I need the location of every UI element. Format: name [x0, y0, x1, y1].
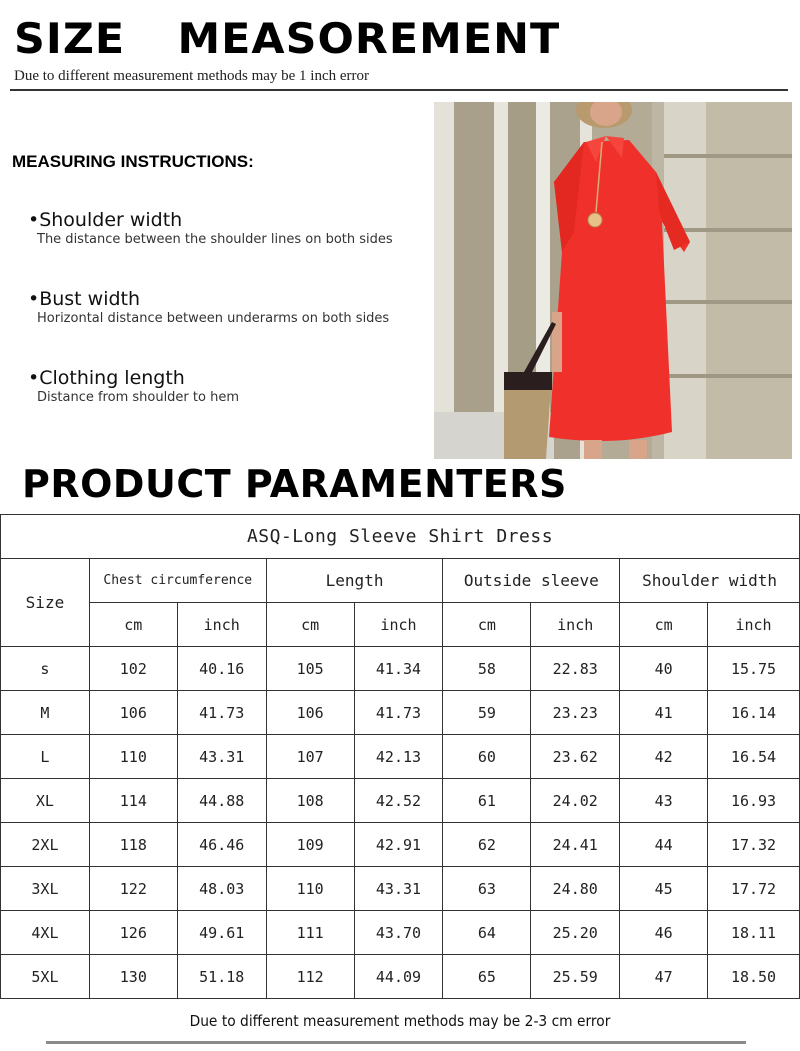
value-cell: 16.54 [708, 735, 800, 779]
value-cell: 59 [443, 691, 531, 735]
value-cell: 17.32 [708, 823, 800, 867]
value-cell: 41.73 [354, 691, 443, 735]
value-cell: 42.91 [354, 823, 443, 867]
value-cell: 111 [266, 911, 354, 955]
instruction-name: •Clothing length [28, 367, 185, 389]
size-cell: s [1, 647, 90, 691]
table-row [1, 867, 800, 911]
value-cell: 44.88 [177, 779, 266, 823]
value-cell: 25.59 [531, 955, 620, 999]
unit-header: cm [443, 603, 531, 647]
size-header: Size [1, 559, 90, 647]
size-cell: M [1, 691, 90, 735]
unit-header: inch [354, 603, 443, 647]
unit-header: cm [266, 603, 354, 647]
value-cell: 22.83 [531, 647, 620, 691]
table-row [1, 691, 800, 735]
size-cell: 2XL [1, 823, 90, 867]
value-cell: 122 [89, 867, 177, 911]
value-cell: 42 [620, 735, 708, 779]
value-cell: 40 [620, 647, 708, 691]
value-cell: 18.11 [708, 911, 800, 955]
value-cell: 44 [620, 823, 708, 867]
value-cell: 17.72 [708, 867, 800, 911]
value-cell: 130 [89, 955, 177, 999]
value-cell: 16.93 [708, 779, 800, 823]
table-row [1, 735, 800, 779]
value-cell: 109 [266, 823, 354, 867]
value-cell: 40.16 [177, 647, 266, 691]
value-cell: 16.14 [708, 691, 800, 735]
value-cell: 18.50 [708, 955, 800, 999]
value-cell: 64 [443, 911, 531, 955]
instruction-desc: The distance between the shoulder lines on both sides [37, 232, 393, 247]
value-cell: 48.03 [177, 867, 266, 911]
value-cell: 62 [443, 823, 531, 867]
unit-header: cm [89, 603, 177, 647]
size-cell: XL [1, 779, 90, 823]
value-cell: 41.34 [354, 647, 443, 691]
instruction-clothing-length [28, 367, 239, 405]
value-cell: 110 [89, 735, 177, 779]
value-cell: 15.75 [708, 647, 800, 691]
unit-header: cm [620, 603, 708, 647]
table-header-row [1, 559, 800, 603]
value-cell: 49.61 [177, 911, 266, 955]
value-cell: 65 [443, 955, 531, 999]
section-title: PRODUCT PARAMENTERS [22, 462, 567, 506]
value-cell: 45 [620, 867, 708, 911]
value-cell: 108 [266, 779, 354, 823]
value-cell: 43.31 [354, 867, 443, 911]
size-cell: 4XL [1, 911, 90, 955]
value-cell: 107 [266, 735, 354, 779]
unit-header: inch [531, 603, 620, 647]
value-cell: 47 [620, 955, 708, 999]
table-unit-row [1, 603, 800, 647]
value-cell: 106 [266, 691, 354, 735]
footer-divider [46, 1041, 746, 1044]
value-cell: 110 [266, 867, 354, 911]
instruction-name: •Shoulder width [28, 209, 183, 231]
table-caption: ASQ-Long Sleeve Shirt Dress [1, 515, 800, 559]
value-cell: 112 [266, 955, 354, 999]
value-cell: 63 [443, 867, 531, 911]
value-cell: 118 [89, 823, 177, 867]
value-cell: 102 [89, 647, 177, 691]
value-cell: 23.62 [531, 735, 620, 779]
instruction-name: •Bust width [28, 288, 141, 310]
header-divider [10, 89, 788, 91]
value-cell: 114 [89, 779, 177, 823]
instruction-desc: Distance from shoulder to hem [37, 390, 239, 405]
instruction-shoulder-width [28, 209, 393, 247]
group-header-length: Length [266, 559, 443, 603]
product-photo [434, 102, 792, 459]
value-cell: 24.02 [531, 779, 620, 823]
instruction-bust-width [28, 288, 389, 326]
table-row [1, 955, 800, 999]
value-cell: 43.70 [354, 911, 443, 955]
value-cell: 43 [620, 779, 708, 823]
size-cell: L [1, 735, 90, 779]
value-cell: 51.18 [177, 955, 266, 999]
size-chart-table [0, 514, 800, 999]
unit-header: inch [708, 603, 800, 647]
value-cell: 60 [443, 735, 531, 779]
value-cell: 106 [89, 691, 177, 735]
table-row [1, 779, 800, 823]
table-row [1, 823, 800, 867]
size-cell: 3XL [1, 867, 90, 911]
page-title: SIZE MEASOREMENT [14, 14, 561, 63]
instruction-desc: Horizontal distance between underarms on both sides [37, 311, 390, 326]
value-cell: 41 [620, 691, 708, 735]
value-cell: 126 [89, 911, 177, 955]
value-cell: 42.13 [354, 735, 443, 779]
value-cell: 44.09 [354, 955, 443, 999]
unit-header: inch [177, 603, 266, 647]
dress-model-illustration [434, 102, 792, 459]
instructions-title: MEASURING INSTRUCTIONS: [12, 152, 254, 171]
value-cell: 61 [443, 779, 531, 823]
value-cell: 25.20 [531, 911, 620, 955]
table-row [1, 911, 800, 955]
footer-note: Due to different measurement methods may be 2-3 cm error [189, 1012, 611, 1030]
group-header-chest: Chest circumference [89, 559, 266, 603]
group-header-sleeve: Outside sleeve [443, 559, 620, 603]
value-cell: 41.73 [177, 691, 266, 735]
size-cell: 5XL [1, 955, 90, 999]
value-cell: 24.80 [531, 867, 620, 911]
value-cell: 24.41 [531, 823, 620, 867]
value-cell: 46 [620, 911, 708, 955]
value-cell: 46.46 [177, 823, 266, 867]
value-cell: 105 [266, 647, 354, 691]
table-row [1, 647, 800, 691]
value-cell: 43.31 [177, 735, 266, 779]
value-cell: 23.23 [531, 691, 620, 735]
page-subtitle: Due to different measurement methods may be 1 inch error [14, 68, 370, 84]
value-cell: 58 [443, 647, 531, 691]
value-cell: 42.52 [354, 779, 443, 823]
group-header-shoulder: Shoulder width [620, 559, 800, 603]
